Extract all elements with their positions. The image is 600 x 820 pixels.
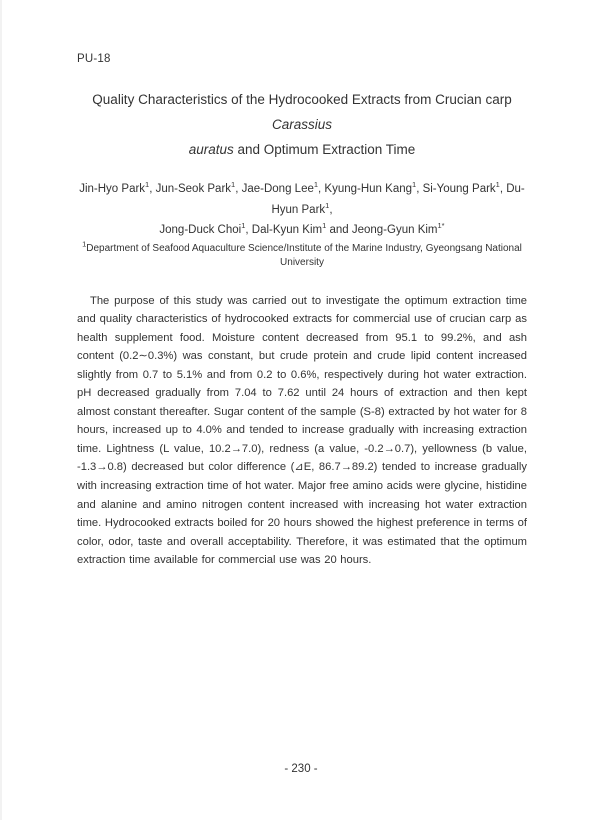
author: Jun-Seok Park$^1$, [155, 180, 242, 195]
author: Jong-Duck Choi$^1$, [159, 221, 252, 236]
author: Dal-Kyun Kim$^1$ and [251, 221, 352, 236]
author-affiliation-mark: 1 [322, 221, 327, 231]
author-list [77, 179, 527, 241]
page-content [77, 53, 527, 570]
author-line-1 [77, 179, 527, 220]
author-affiliation-mark: 1 [412, 180, 417, 190]
author: Si-Young Park$^1$, [422, 180, 507, 195]
author-affiliation-mark: 1 [313, 180, 319, 190]
author: Jeong-Gyun Kim$^{1*}$ [351, 221, 445, 236]
affiliation-text: Department of Seafood Aquaculture Science/Institute of the Marine Industry, Gyeongsang National University [86, 242, 522, 268]
author: Jin-Hyo Park$^1$, [79, 180, 156, 195]
title-text-2: and Optimum Extraction Time [233, 142, 416, 157]
paper-title [77, 87, 527, 162]
corresponding-author-mark: 1* [437, 221, 445, 231]
affiliation [77, 239, 527, 270]
author-affiliation-mark: 1 [241, 221, 246, 231]
paper-code: PU-18 [77, 53, 111, 65]
author-affiliation-mark: 1 [145, 180, 150, 190]
title-species-name-1: Carassius [271, 117, 333, 132]
title-text-1: Quality Characteristics of the Hydrocooked Extracts from Crucian carp [92, 92, 512, 107]
affiliation-mark: 1 [82, 239, 87, 249]
author-affiliation-mark: 1 [325, 200, 330, 210]
page-number: - 230 - [284, 763, 318, 775]
author-affiliation-mark: 1 [231, 180, 236, 190]
author-affiliation-mark: 1 [495, 180, 500, 190]
abstract-text: The purpose of this study was carried out to investigate the optimum extraction time and quality characteristics of hydrocooked extracts for commercial use of crucian carp as health supplement food. Moisture content decreased from 95.1 to 99.2%, and ash content (0.2∼0.3%) was constant, but crude protein and crude lipid content increased slightly from 0.7 to 5.1% and from 0.2 to 0.6%, respectively during hot water extraction. pH decreased gradually from 7.04 to 7.62 until 24 hours of extraction and then kept almost constant thereafter. Sugar content of the sample (S-8) extracted by hot water for 8 hours, increased up to 4.0% and tended to increase gradually with increasing extraction time. Lightness (L value, 10.2→7.0), redness (a value, -0.2→0.7), yellowness (b value, -1.3→0.8) decreased but color difference (⊿E, 86.7→89.2) tended to increase gradually with increasing extraction time of hot water. Major free amino acids were glycine, histidine and alanine and amino nitrogen content increased with increasing hot water extraction time. Hydrocooked extracts boiled for 20 hours showed the highest preference in terms of color, odor, taste and overall acceptability. Therefore, it was estimated that the optimum extraction time available for commercial use was 20 hours. [77, 294, 527, 567]
title-species-name-2: auratus [188, 142, 234, 157]
author-line-2 [77, 220, 527, 241]
author: Kyung-Hun Kang$^1$, [324, 180, 423, 195]
author: Du-Hyun Park$^1$, [271, 183, 525, 216]
author: Jae-Dong Lee$^1$, [241, 180, 325, 195]
